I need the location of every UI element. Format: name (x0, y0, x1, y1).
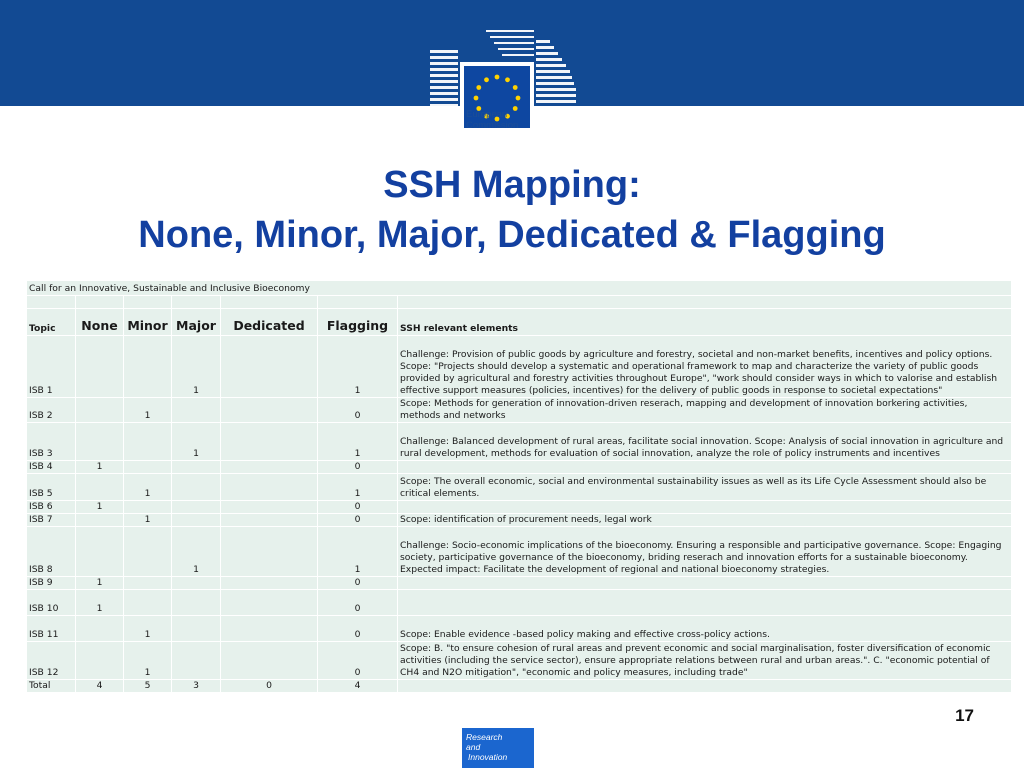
call-title: Call for an Innovative, Sustainable and Inclusive Bioeconomy (27, 281, 1012, 296)
table-row (27, 616, 1012, 642)
table-row (27, 501, 1012, 514)
cell-none (76, 474, 124, 501)
table-row (27, 461, 1012, 474)
cell-flagging: 1 (318, 474, 398, 501)
research-innovation-text (466, 732, 507, 762)
cell-none: 1 (76, 461, 124, 474)
table-row (27, 527, 1012, 577)
cell-topic: ISB 1 (27, 336, 76, 398)
cell-none (76, 514, 124, 527)
header-flagging: Flagging (318, 309, 398, 336)
cell-dedicated (221, 501, 318, 514)
cell-minor: 5 (124, 680, 172, 693)
cell-minor: 1 (124, 642, 172, 680)
header-major: Major (172, 309, 221, 336)
cell-major: 3 (172, 680, 221, 693)
cell-minor: 1 (124, 474, 172, 501)
cell-dedicated (221, 616, 318, 642)
cell-topic: Total (27, 680, 76, 693)
cell-flagging: 4 (318, 680, 398, 693)
cell-major (172, 398, 221, 423)
cell-none: 4 (76, 680, 124, 693)
cell-dedicated (221, 527, 318, 577)
cell-text: Challenge: Provision of public goods by agriculture and forestry, societal and non-market benefits, incentives and policy options. Scope: "Projects should develop a systematic and operational framework to map and characterize the variety of public goods provided by agricultural and forestry activities throughout Europe", "work should consider ways in which to valorise and establish effective support measures (policies, incentives) for the delivery of public goods in response to societal expectations" (398, 336, 1012, 398)
cell-major (172, 474, 221, 501)
cell-none (76, 527, 124, 577)
logo-text (466, 109, 536, 131)
cell-none: 1 (76, 501, 124, 514)
european-commission-logo (430, 28, 596, 144)
cell-flagging: 0 (318, 398, 398, 423)
table-row (27, 590, 1012, 616)
cell-flagging: 0 (318, 501, 398, 514)
cell-major (172, 616, 221, 642)
page-title (0, 160, 1024, 260)
cell-minor (124, 461, 172, 474)
cell-none: 1 (76, 590, 124, 616)
cell-dedicated (221, 461, 318, 474)
title-line1: SSH Mapping: (383, 164, 641, 206)
cell-text (398, 680, 1012, 693)
cell-major (172, 577, 221, 590)
cell-topic: ISB 9 (27, 577, 76, 590)
header-ssh: SSH relevant elements (398, 309, 1012, 336)
cell-major (172, 514, 221, 527)
cell-topic: ISB 10 (27, 590, 76, 616)
cell-major: 1 (172, 527, 221, 577)
table-row (27, 577, 1012, 590)
title-line2: None, Minor, Major, Dedicated & Flagging (138, 214, 886, 256)
cell-flagging: 0 (318, 616, 398, 642)
table-row (27, 642, 1012, 680)
cell-minor (124, 577, 172, 590)
cell-flagging: 0 (318, 514, 398, 527)
logo-text-line2: Commission (466, 120, 519, 131)
cell-topic: ISB 3 (27, 423, 76, 461)
cell-topic: ISB 7 (27, 514, 76, 527)
cell-text (398, 590, 1012, 616)
header-row (27, 309, 1012, 336)
cell-topic: ISB 5 (27, 474, 76, 501)
cell-none (76, 423, 124, 461)
cell-flagging: 1 (318, 527, 398, 577)
cell-topic: ISB 8 (27, 527, 76, 577)
cell-topic: ISB 4 (27, 461, 76, 474)
cell-dedicated (221, 642, 318, 680)
cell-flagging: 1 (318, 336, 398, 398)
header-dedicated: Dedicated (221, 309, 318, 336)
cell-major (172, 501, 221, 514)
cell-text: Scope: B. "to ensure cohesion of rural areas and prevent economic and social marginalisation, foster diversification of economic activities (including the service sector), ensure appropriate relations between rural and urban areas.". C. "economic potential of CH4 and N2O mitigation", "economic and policy measures, including trade" (398, 642, 1012, 680)
cell-dedicated (221, 423, 318, 461)
cell-dedicated (221, 514, 318, 527)
cell-none (76, 616, 124, 642)
cell-dedicated (221, 474, 318, 501)
cell-topic: ISB 11 (27, 616, 76, 642)
cell-text: Challenge: Balanced development of rural areas, facilitate social innovation. Scope: Analysis of social innovation in agriculture and rural development, methods for evaluation of social innovation, analyze the role of policy instruments and incentives (398, 423, 1012, 461)
cell-none (76, 398, 124, 423)
cell-minor (124, 336, 172, 398)
cell-flagging: 0 (318, 461, 398, 474)
cell-major (172, 461, 221, 474)
cell-minor: 1 (124, 616, 172, 642)
cell-dedicated: 0 (221, 680, 318, 693)
cell-none (76, 642, 124, 680)
cell-minor: 1 (124, 398, 172, 423)
cell-dedicated (221, 577, 318, 590)
ri-line2: and (466, 742, 481, 752)
cell-dedicated (221, 590, 318, 616)
cell-minor (124, 527, 172, 577)
logo-text-line1: European (466, 109, 508, 120)
cell-major (172, 590, 221, 616)
spacer-row (27, 296, 1012, 309)
cell-minor: 1 (124, 514, 172, 527)
ri-line3: Innovation (468, 752, 508, 762)
cell-minor (124, 423, 172, 461)
page-number: 17 (955, 706, 974, 725)
call-title-row (27, 281, 1012, 296)
cell-major: 1 (172, 336, 221, 398)
cell-text (398, 501, 1012, 514)
table-row (27, 336, 1012, 398)
cell-text: Scope: Enable evidence -based policy making and effective cross-policy actions. (398, 616, 1012, 642)
cell-text: Challenge: Socio-economic implications of the bioeconomy. Ensuring a responsible and participative governance. Scope: Engaging society, participative governance of the bioeconomy, briding reserach and innovation efforts for a sustainable bioeconomy. Expected impact: Facilitate the development of regional and national bioeconomy strategies. (398, 527, 1012, 577)
cell-major: 1 (172, 423, 221, 461)
cell-dedicated (221, 336, 318, 398)
cell-text: Scope: Methods for generation of innovation-driven reserach, mapping and development of innovation borkering activities, methods and networks (398, 398, 1012, 423)
cell-topic: ISB 2 (27, 398, 76, 423)
cell-minor (124, 501, 172, 514)
header-none: None (76, 309, 124, 336)
total-row (27, 680, 1012, 693)
cell-text: Scope: The overall economic, social and environmental sustainability issues as well as its Life Cycle Assessment should also be critical elements. (398, 474, 1012, 501)
table-row (27, 398, 1012, 423)
cell-flagging: 0 (318, 590, 398, 616)
header-minor: Minor (124, 309, 172, 336)
cell-major (172, 642, 221, 680)
ri-line1: Research (466, 732, 503, 742)
table-row (27, 474, 1012, 501)
cell-topic: ISB 6 (27, 501, 76, 514)
cell-dedicated (221, 398, 318, 423)
cell-none: 1 (76, 577, 124, 590)
table-row (27, 514, 1012, 527)
cell-none (76, 336, 124, 398)
table-row (27, 423, 1012, 461)
cell-flagging: 0 (318, 577, 398, 590)
cell-text: Scope: identification of procurement needs, legal work (398, 514, 1012, 527)
cell-flagging: 0 (318, 642, 398, 680)
cell-topic: ISB 12 (27, 642, 76, 680)
cell-text (398, 577, 1012, 590)
cell-flagging: 1 (318, 423, 398, 461)
ssh-mapping-table (26, 280, 1012, 693)
header-topic: Topic (27, 309, 76, 336)
cell-text (398, 461, 1012, 474)
cell-minor (124, 590, 172, 616)
